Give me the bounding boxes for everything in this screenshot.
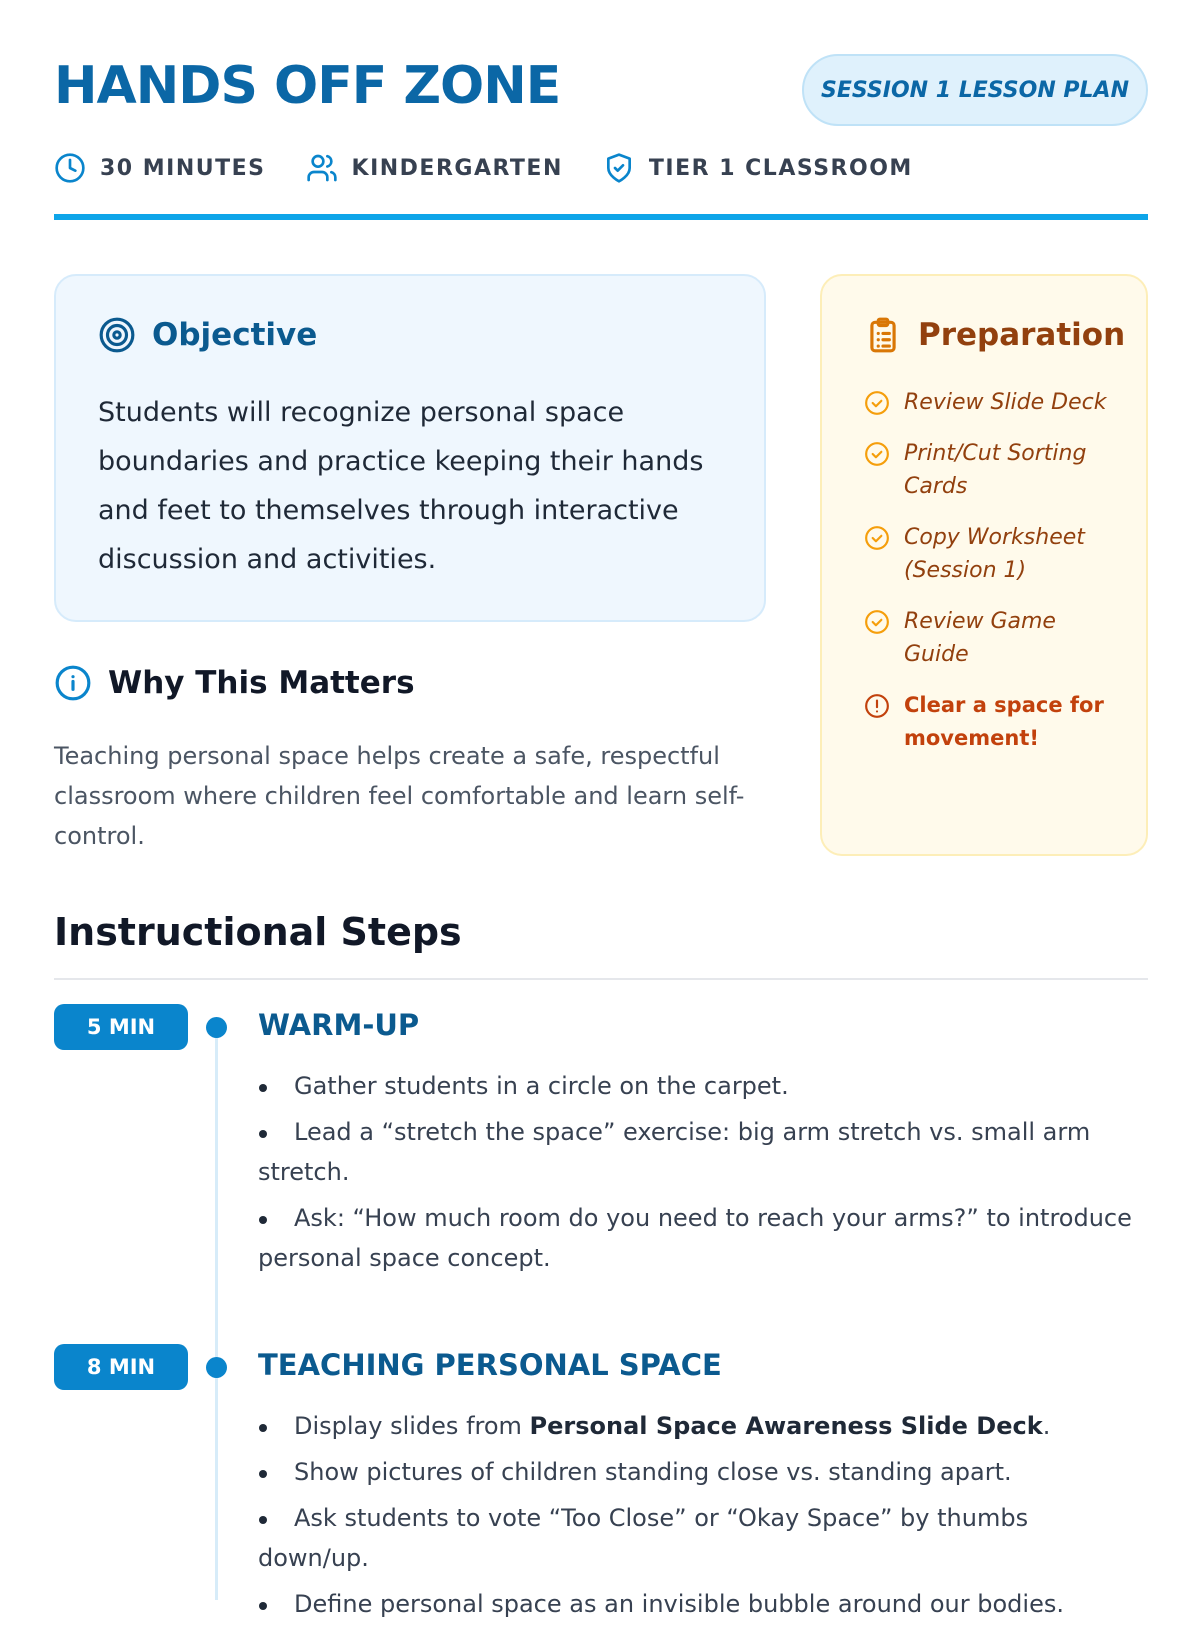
prep-item-label: Review Game Guide bbox=[904, 609, 1056, 667]
meta-tier-label: TIER 1 CLASSROOM bbox=[648, 155, 913, 181]
timeline-line bbox=[215, 1020, 218, 1600]
preparation-card bbox=[820, 274, 1148, 856]
timeline-dot bbox=[206, 1357, 227, 1378]
why-heading bbox=[54, 664, 415, 702]
info-icon bbox=[54, 664, 92, 702]
preparation-list bbox=[864, 386, 1124, 773]
check-circle-icon bbox=[864, 525, 890, 551]
lesson-plan-page bbox=[54, 0, 1148, 1618]
objective-heading bbox=[98, 316, 317, 354]
meta-duration-label: 30 MINUTES bbox=[100, 155, 266, 181]
step-bullet: Lead a “stretch the space” exercise: big arm stretch vs. small arm stretch. bbox=[258, 1112, 1138, 1192]
objective-card bbox=[54, 274, 766, 622]
prep-item bbox=[864, 605, 1124, 671]
steps-heading: Instructional Steps bbox=[54, 910, 462, 954]
clipboard-list-icon bbox=[864, 316, 902, 354]
slide-deck-name: Personal Space Awareness Slide Deck bbox=[529, 1412, 1043, 1440]
target-icon bbox=[98, 316, 136, 354]
check-circle-icon bbox=[864, 390, 890, 416]
why-text: Teaching personal space helps create a safe, respectful classroom where children feel comfortable and learn self-control. bbox=[54, 742, 745, 850]
prep-item-label: Print/Cut Sorting Cards bbox=[904, 441, 1087, 499]
prep-item bbox=[864, 521, 1124, 587]
alert-circle-icon bbox=[864, 693, 890, 719]
prep-item-alert bbox=[864, 689, 1124, 755]
meta-tier bbox=[603, 152, 913, 184]
session-badge: SESSION 1 LESSON PLAN bbox=[802, 54, 1148, 126]
step-title: WARM-UP bbox=[258, 1008, 420, 1042]
timeline-dot bbox=[206, 1017, 227, 1038]
step-bullet: Gather students in a circle on the carpet. bbox=[258, 1066, 1138, 1106]
step-bullets bbox=[258, 1406, 1138, 1630]
step-bullet: Ask: “How much room do you need to reach your arms?” to introduce personal space concept. bbox=[258, 1198, 1138, 1278]
prep-item-label: Clear a space for movement! bbox=[904, 693, 1104, 750]
prep-item-label: Copy Worksheet (Session 1) bbox=[904, 525, 1085, 583]
step-bullet: Define personal space as an invisible bubble around our bodies. bbox=[258, 1584, 1138, 1624]
clock-icon bbox=[54, 152, 86, 184]
why-title: Why This Matters bbox=[108, 665, 415, 701]
step-bullet: Show pictures of children standing close vs. standing apart. bbox=[258, 1452, 1138, 1492]
check-circle-icon bbox=[864, 441, 890, 467]
step-duration-badge: 5 MIN bbox=[54, 1004, 188, 1050]
step-bullets bbox=[258, 1066, 1138, 1284]
shield-check-icon bbox=[603, 152, 635, 184]
meta-grade bbox=[306, 152, 563, 184]
prep-item bbox=[864, 386, 1124, 419]
step-title: TEACHING PERSONAL SPACE bbox=[258, 1348, 722, 1382]
step-duration-badge: 8 MIN bbox=[54, 1344, 188, 1390]
page-title: HANDS OFF ZONE bbox=[54, 56, 561, 116]
bullet-text: . bbox=[1042, 1412, 1051, 1440]
users-icon bbox=[306, 152, 338, 184]
meta-duration bbox=[54, 152, 266, 184]
step-bullet bbox=[258, 1406, 1138, 1446]
bullet-text: Display slides from bbox=[294, 1412, 530, 1440]
meta-grade-label: KINDERGARTEN bbox=[351, 155, 563, 181]
check-circle-icon bbox=[864, 609, 890, 635]
prep-item-label: Review Slide Deck bbox=[904, 390, 1107, 415]
objective-title: Objective bbox=[152, 317, 318, 353]
step-bullet: Ask students to vote “Too Close” or “Okay Space” by thumbs down/up. bbox=[258, 1498, 1138, 1578]
header-divider bbox=[54, 214, 1148, 220]
steps-divider bbox=[54, 978, 1148, 980]
lesson-meta bbox=[54, 150, 953, 186]
preparation-title: Preparation bbox=[918, 317, 1126, 353]
prep-item bbox=[864, 437, 1124, 503]
preparation-heading bbox=[864, 316, 1125, 354]
objective-text: Students will recognize personal space boundaries and practice keeping their hands and feet to themselves through interactive discussion and activities. bbox=[98, 397, 704, 575]
